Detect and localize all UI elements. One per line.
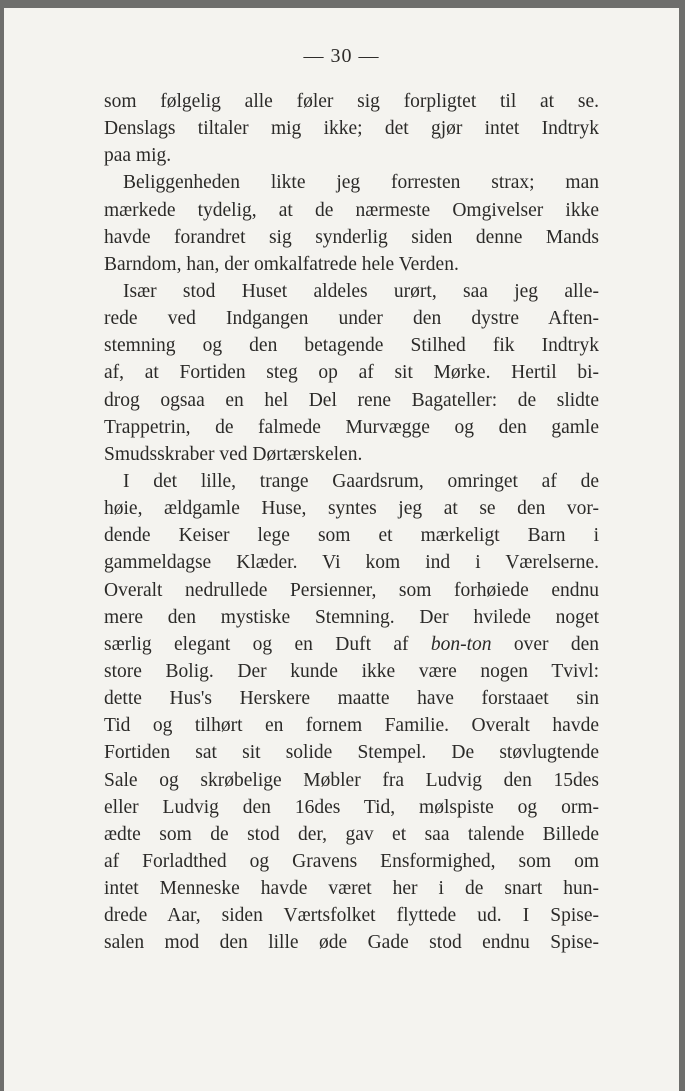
- text-line: Overalt nedrullede Persienner, som forhøiede endnu: [104, 579, 599, 601]
- text-line: eller Ludvig den 16des Tid, mølspiste og orm-: [104, 796, 599, 818]
- text-line: mere den mystiske Stemning. Der hvilede noget: [104, 606, 599, 628]
- text-line: paa mig.: [104, 145, 172, 167]
- text-line: af Forladthed og Gravens Ensformighed, som om: [104, 850, 599, 872]
- text-line: Fortiden sat sit solide Stempel. De støvlugtende: [104, 742, 599, 764]
- text-segment: over den: [491, 633, 599, 655]
- text-line: drog ogsaa en hel Del rene Bagateller: de slidte: [104, 389, 599, 411]
- text-line: høie, ældgamle Huse, syntes jeg at se den vor-: [104, 498, 599, 520]
- text-line: gammeldagse Klæder. Vi kom ind i Værelserne.: [104, 552, 599, 574]
- text-line: I det lille, trange Gaardsrum, omringet af de: [123, 470, 599, 492]
- text-line: dende Keiser lege som et mærkeligt Barn i: [104, 525, 599, 547]
- text-line: store Bolig. Der kunde ikke være nogen Tvivl:: [104, 660, 599, 682]
- text-line: som følgelig alle føler sig forpligtet til at se.: [104, 91, 599, 112]
- text-line: af, at Fortiden steg op af sit Mørke. Hertil bi-: [104, 362, 599, 384]
- text-line: dette Hus's Herskere maatte have forstaaet sin: [104, 688, 599, 710]
- text-line: Sale og skrøbelige Møbler fra Ludvig den 15des: [104, 769, 599, 791]
- text-line: rede ved Indgangen under den dystre Aften-: [104, 308, 599, 330]
- text-line: intet Menneske havde været her i de snart hun-: [104, 878, 599, 900]
- text-line: Trappetrin, de falmede Murvægge og den gamle: [104, 416, 599, 438]
- body-text: [104, 88, 599, 957]
- page-number: — 30 —: [303, 45, 380, 67]
- text-line: [104, 631, 599, 658]
- text-line: stemning og den betagende Stilhed fik Indtryk: [104, 335, 599, 357]
- text-line: ædte som de stod der, gav et saa talende Billede: [104, 823, 599, 845]
- text-line: Tid og tilhørt en fornem Familie. Overalt havde: [104, 715, 599, 737]
- text-line: Denslags tiltaler mig ikke; det gjør intet Indtryk: [104, 118, 599, 140]
- emphasis-text: bon-ton: [430, 633, 492, 655]
- text-segment: særlig elegant og en Duft af: [104, 633, 431, 655]
- text-line: Barndom, han, der omkalfatrede hele Verden.: [104, 253, 459, 275]
- book-page: [4, 8, 679, 1091]
- text-line: havde forandret sig synderlig siden denne Mands: [104, 226, 599, 248]
- text-line: Især stod Huset aldeles urørt, saa jeg alle-: [123, 280, 599, 302]
- text-line: salen mod den lille øde Gade stod endnu Spise-: [104, 932, 599, 954]
- text-line: Beliggenheden likte jeg forresten strax; man: [123, 172, 599, 194]
- text-line: drede Aar, siden Værtsfolket flyttede ud. I Spise-: [104, 905, 599, 927]
- text-line: mærkede tydelig, at de nærmeste Omgivelser ikke: [104, 199, 599, 221]
- text-line: Smudsskraber ved Dørtærskelen.: [104, 443, 363, 465]
